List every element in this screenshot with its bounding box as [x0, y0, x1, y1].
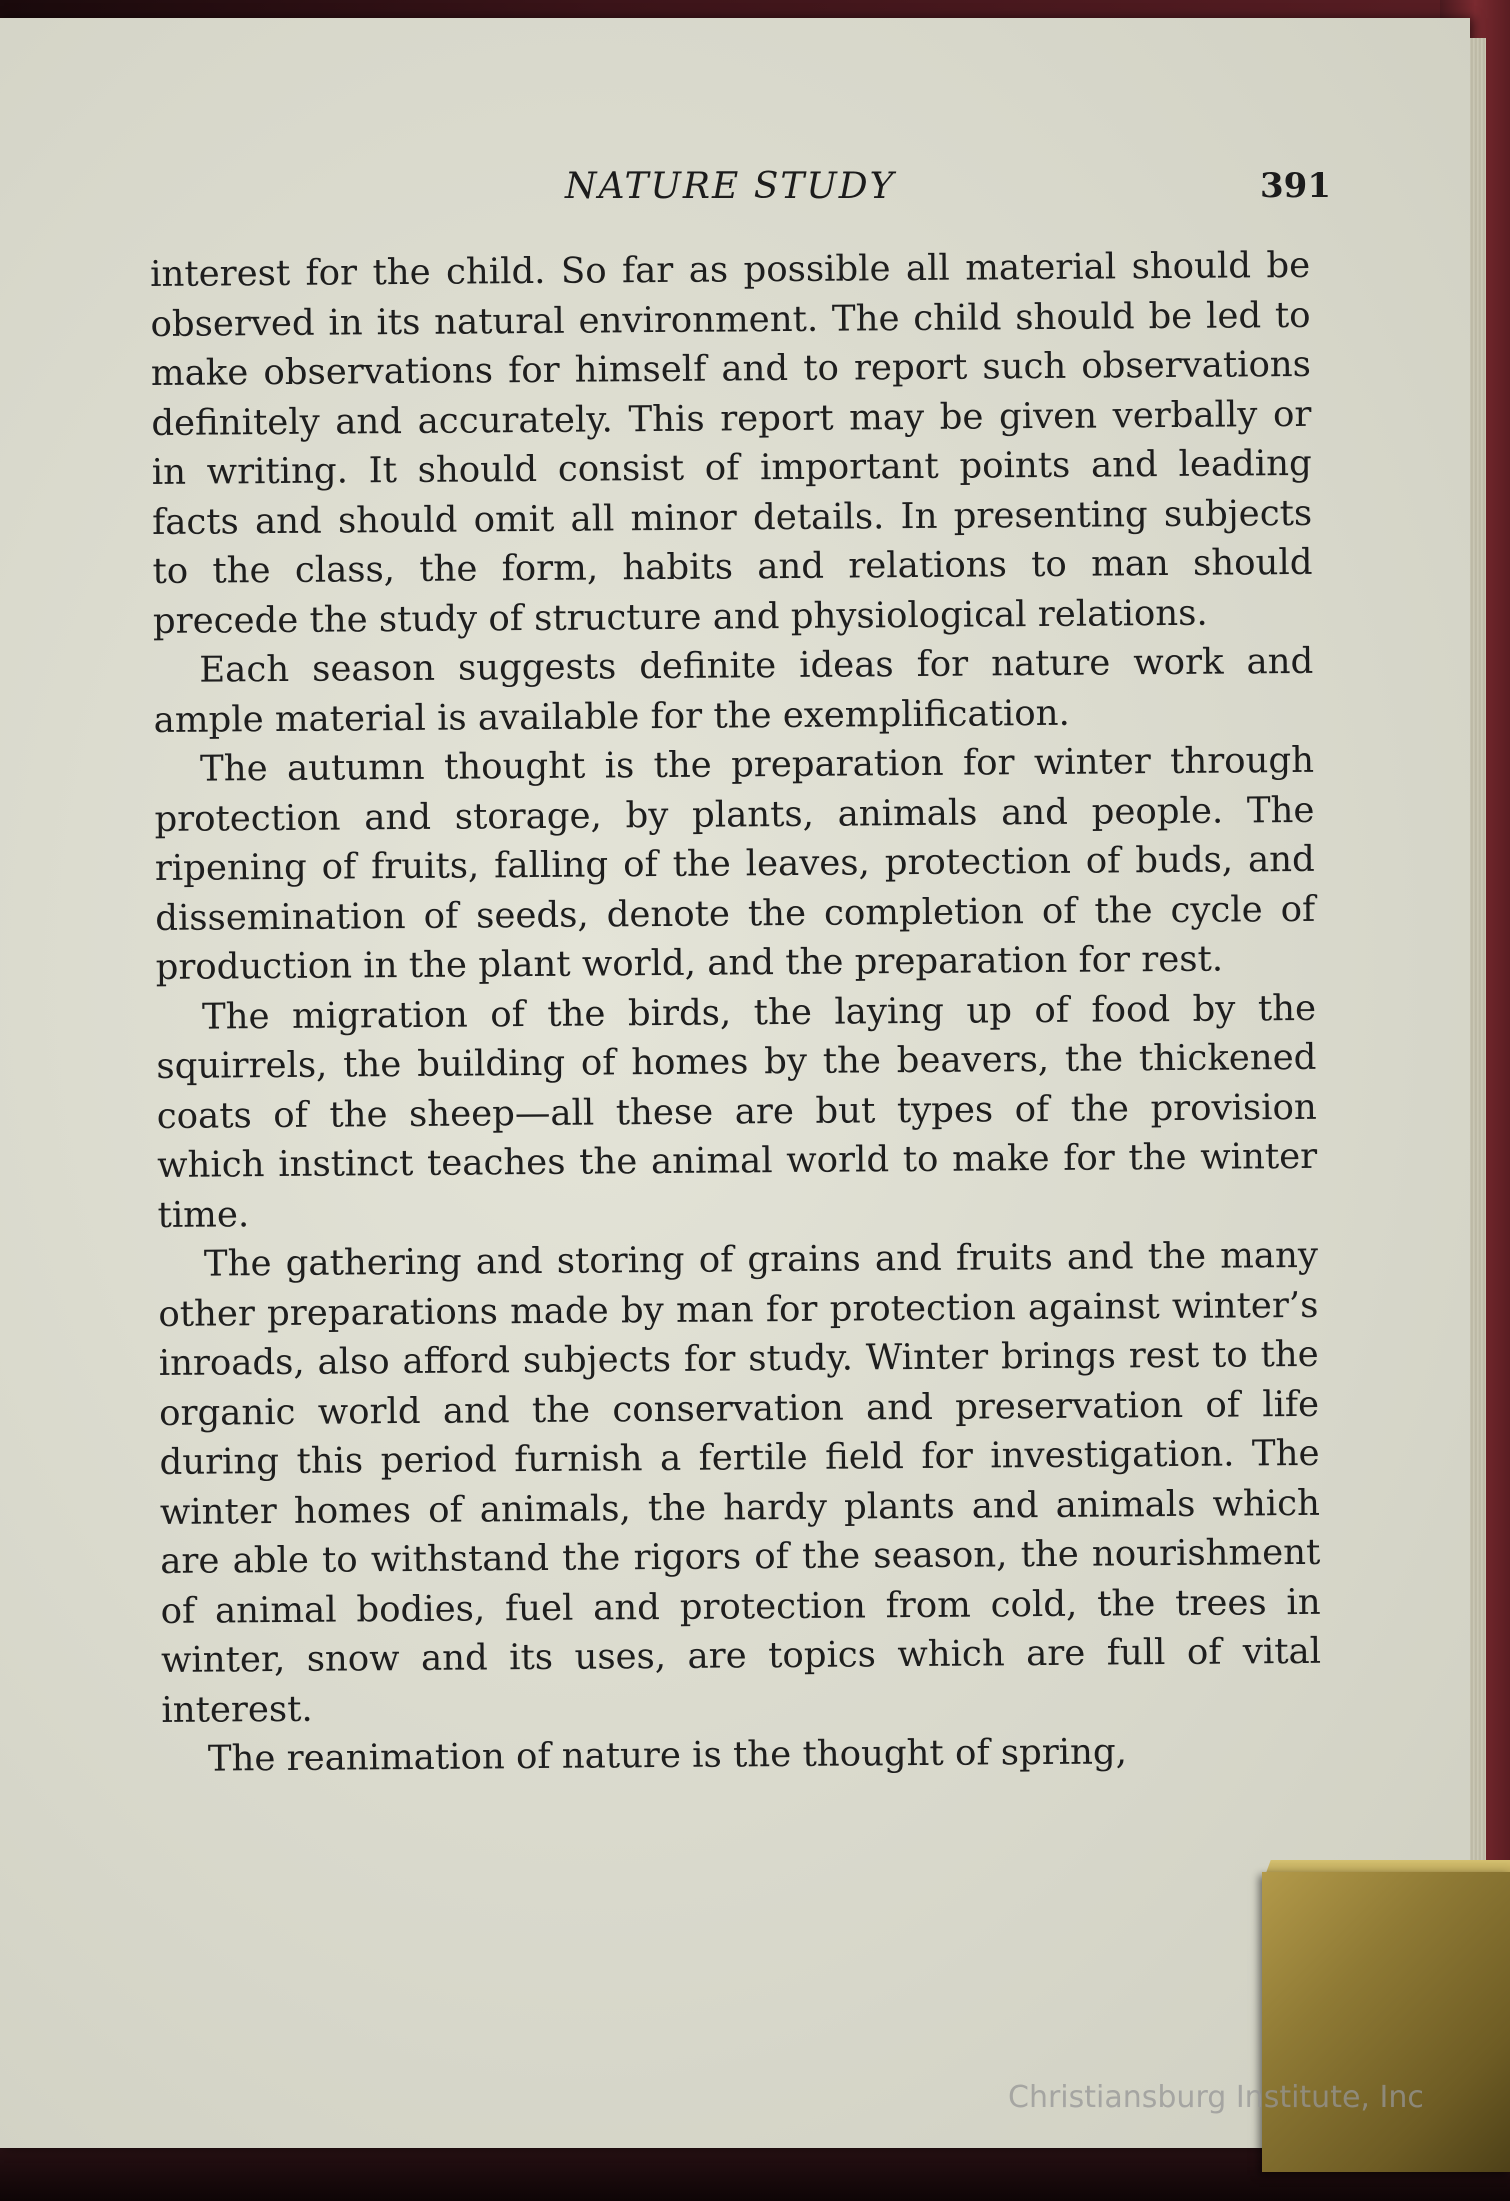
paragraph-3: The autumn thought is the preparation for winter through protection and storage, by plants, animals and people. The ripening of fruits, falling of the leaves, protection of buds, and dissemination of seeds, denote the completion of the cycle of production in the plant world, and the preparation for rest. — [154, 739, 1316, 988]
paragraph-2: Each season suggests definite ideas for nature work and ample material is available for the exemplification. — [153, 640, 1314, 741]
paragraph-4: The migration of the birds, the laying up of food by the squirrels, the building of homes by the beavers, the thickened coats of the sheep—all these are but types of the provision which instinct teaches the animal world to make for the winter time. — [156, 987, 1318, 1236]
paragraph-5: The gathering and storing of grains and fruits and the many other preparations made by man for protection against winter’s inroads, also afford subjects for study. Winter brings rest to the organic world and the conservation and preservation of life during this period furnish a fertile field for investigation. The winter homes of animals, the hardy plants and animals which are able to withstand the rigors of the season, the nourishment of animal bodies, fuel and protection from cold, the trees in winter, snow and its uses, are topics which are full of vital interest. — [158, 1234, 1322, 1731]
book-page — [0, 18, 1470, 2148]
watermark: Christiansburg Institute, Inc — [1008, 2080, 1424, 2115]
body-text — [150, 241, 1322, 1785]
paragraph-1: interest for the child. So far as possible all material should be observed in its natural environment. The child should be led to make observations for himself and to report such observations definitely and accurately. This report may be given verbally or in writing. It should consist of important points and leading facts and should omit all minor details. In presenting subjects to the class, the form, habits and relations to man should precede the study of structure and physiological relations. — [150, 244, 1313, 642]
running-head: NATURE STUDY — [565, 166, 896, 207]
page-edges — [1470, 38, 1486, 2138]
brass-marker — [1262, 1872, 1510, 2172]
page-number: 391 — [1260, 166, 1331, 206]
paragraph-6: The reanimation of nature is the thought of spring, — [207, 1731, 1128, 1780]
